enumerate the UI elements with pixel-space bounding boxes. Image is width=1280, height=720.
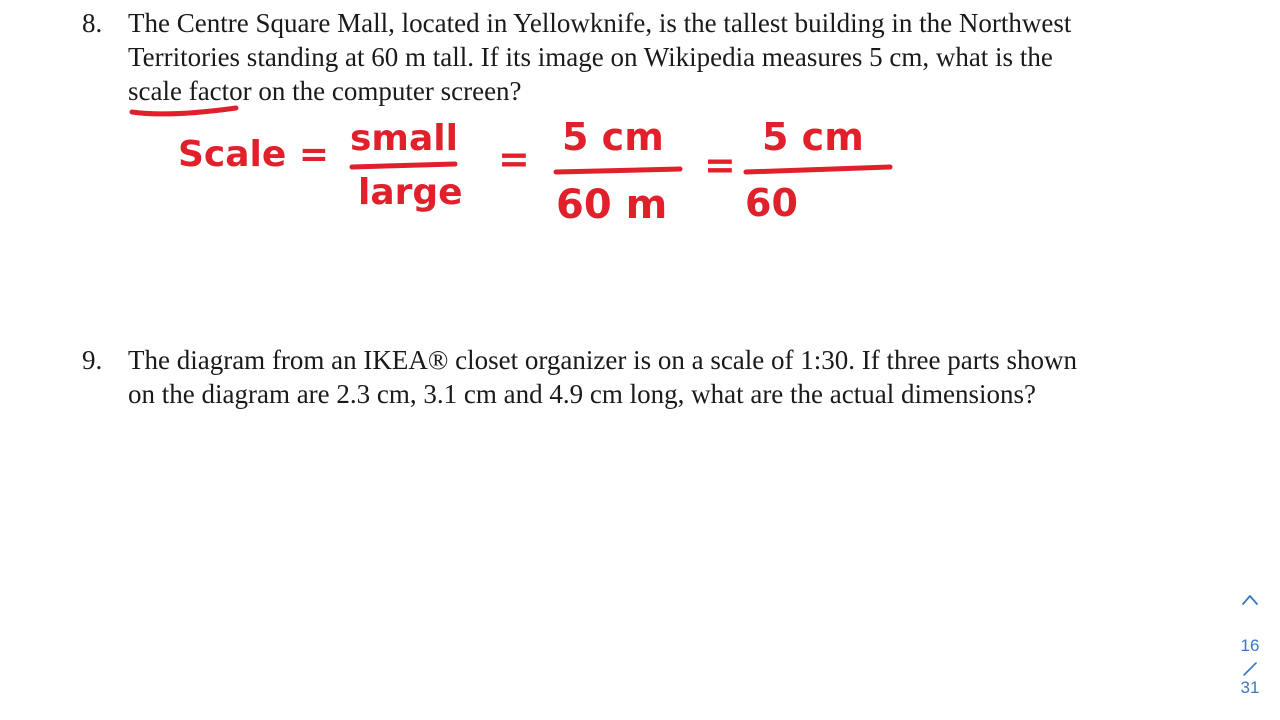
equals-sign-2: = bbox=[704, 143, 736, 187]
fraction-60m-denominator: 60 m bbox=[556, 182, 668, 228]
fraction-bar-3 bbox=[746, 167, 890, 172]
question-number: 8. bbox=[82, 8, 103, 38]
scale-factor-underline bbox=[132, 108, 236, 114]
question-text: The Centre Square Mall, located in Yellowknife, is the tallest building in the Northwest Territories standing at 60 m tall. If its image on Wikipedia measures 5 cm, what is the scale factor on the computer screen? bbox=[128, 8, 1072, 106]
fraction-bar-2 bbox=[556, 169, 680, 172]
question-text: The diagram from an IKEA® closet organizer is on a scale of 1:30. If three parts shown on the diagram are 2.3 cm, 3.1 cm and 4.9 cm long, what are the actual dimensions? bbox=[128, 345, 1077, 409]
equals-sign-1: = bbox=[498, 137, 530, 181]
question-number: 9. bbox=[82, 345, 103, 375]
page-navigator bbox=[1226, 590, 1274, 702]
scale-label: Scale = bbox=[178, 134, 330, 175]
chevron-up-icon[interactable] bbox=[1240, 590, 1260, 610]
fraction-small-numerator: small bbox=[350, 118, 458, 159]
total-page-count: 31 bbox=[1240, 678, 1260, 697]
fraction-5cm-numerator: 5 cm bbox=[562, 115, 664, 159]
current-page-number: 16 bbox=[1240, 636, 1260, 655]
fraction-5cm-numerator-2: 5 cm bbox=[762, 115, 864, 159]
fraction-bar-1 bbox=[352, 164, 455, 167]
fraction-60-denominator: 60 bbox=[745, 181, 798, 225]
page-separator-slash bbox=[1240, 658, 1260, 678]
fraction-large-denominator: large bbox=[358, 172, 463, 213]
